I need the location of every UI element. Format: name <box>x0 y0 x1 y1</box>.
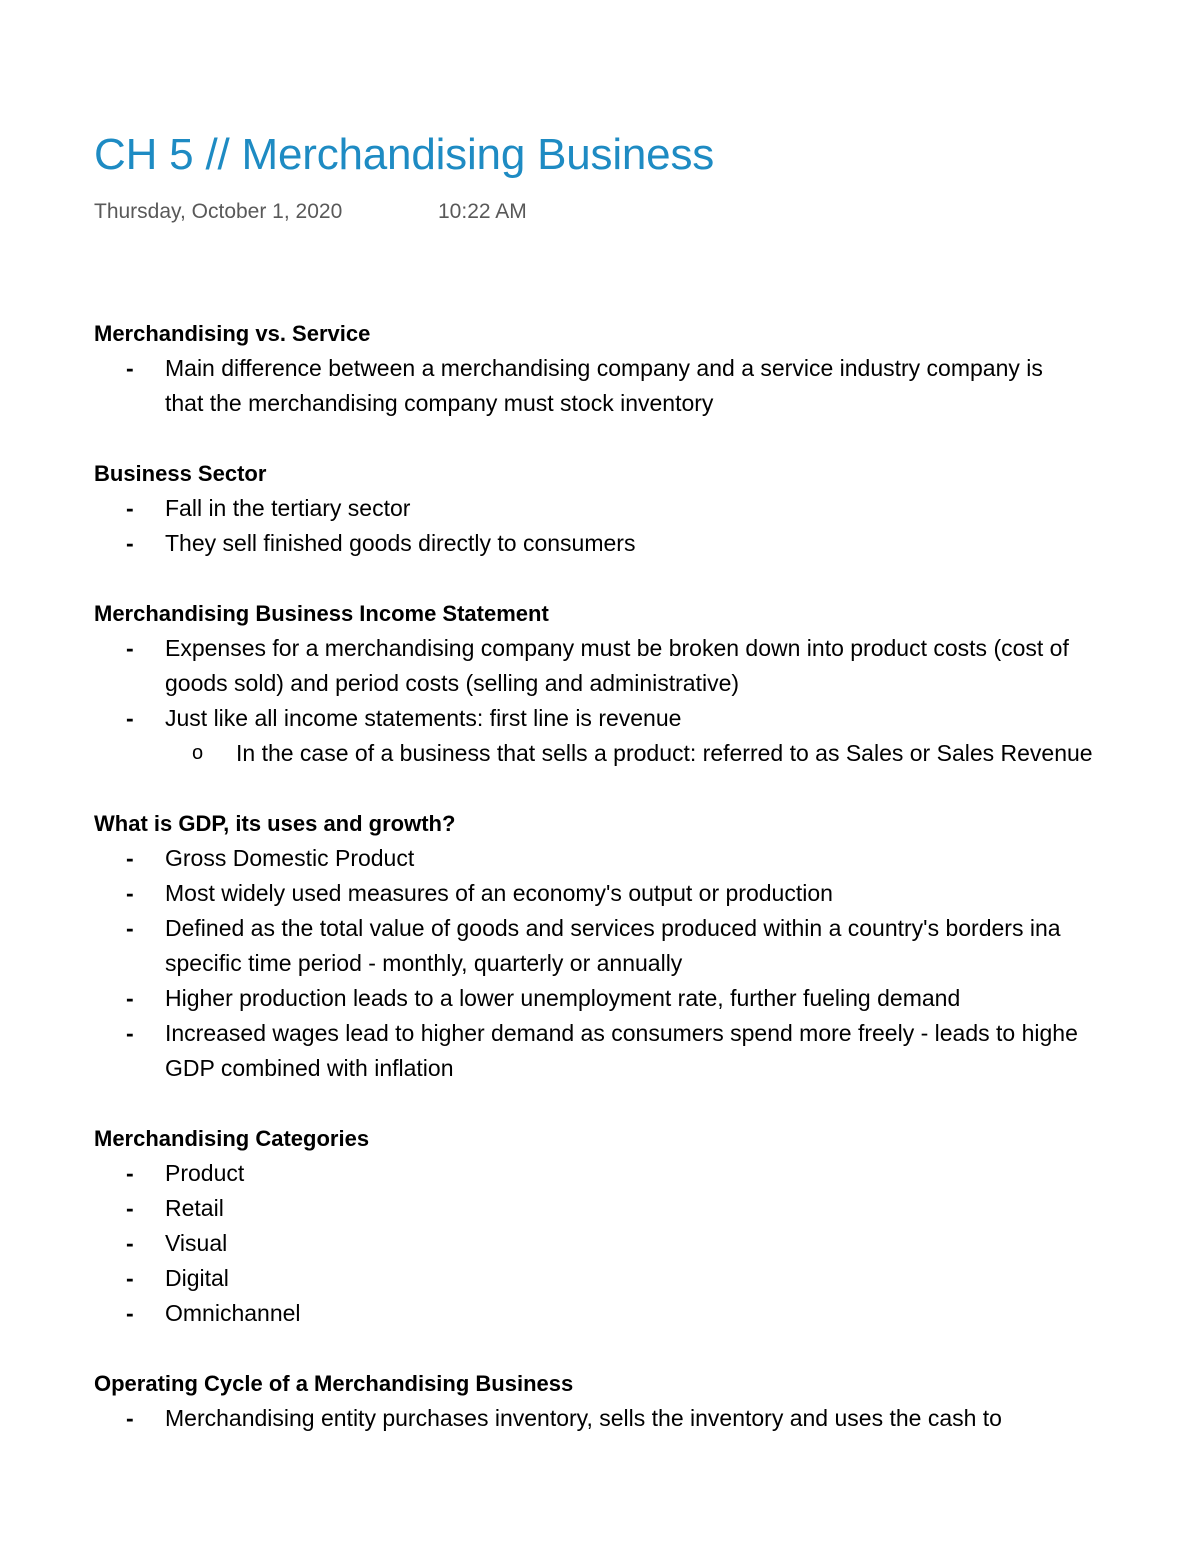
dash-bullet-icon: - <box>126 1265 134 1291</box>
bullet-text: Merchandising entity purchases inventory, sells the inventory and uses the cash to <box>165 1405 1002 1431</box>
dash-bullet-icon: - <box>126 705 134 731</box>
bullet-item <box>94 841 1200 876</box>
dash-bullet-icon: - <box>126 1230 134 1256</box>
bullet-text: Product <box>165 1160 245 1186</box>
bullet-item <box>94 1156 1200 1191</box>
bullet-item <box>94 876 1200 911</box>
bullet-item <box>94 1401 1200 1436</box>
bullet-item <box>94 1016 1200 1086</box>
bullet-item <box>94 701 1200 736</box>
page-title: CH 5 // Merchandising Business <box>94 130 715 179</box>
circle-bullet-icon: o <box>192 742 204 764</box>
section-heading: Business Sector <box>94 461 267 486</box>
bullet-text: Visual <box>165 1230 228 1256</box>
bullet-text: specific time period - monthly, quarterly or annually <box>165 950 683 976</box>
bullet-text: Increased wages lead to higher demand as consumers spend more freely - leads to highe <box>165 1020 1078 1046</box>
bullet-text: Higher production leads to a lower unemployment rate, further fueling demand <box>165 985 961 1011</box>
dash-bullet-icon: - <box>126 355 134 381</box>
dash-bullet-icon: - <box>126 880 134 906</box>
sub-bullet-item <box>94 736 1200 771</box>
dash-bullet-icon: - <box>126 985 134 1011</box>
bullet-text: Defined as the total value of goods and services produced within a country's borders ina <box>165 915 1061 941</box>
bullet-text: Fall in the tertiary sector <box>165 495 411 521</box>
section-heading: What is GDP, its uses and growth? <box>94 811 456 836</box>
bullet-text: Most widely used measures of an economy's output or production <box>165 880 833 906</box>
bullet-item <box>94 1226 1200 1261</box>
bullet-item <box>94 1261 1200 1296</box>
note-time: 10:22 AM <box>438 200 527 223</box>
bullet-item <box>94 491 1200 526</box>
bullet-text: goods sold) and period costs (selling and administrative) <box>165 670 740 696</box>
note-section <box>94 316 1200 421</box>
dash-bullet-icon: - <box>126 1405 134 1431</box>
bullet-text: Retail <box>165 1195 224 1221</box>
bullet-text: GDP combined with inflation <box>165 1055 454 1081</box>
bullet-item <box>94 911 1200 981</box>
bullet-text: They sell finished goods directly to consumers <box>165 530 636 556</box>
dash-bullet-icon: - <box>126 635 134 661</box>
bullet-item <box>94 981 1200 1016</box>
bullet-text: Just like all income statements: first line is revenue <box>165 705 682 731</box>
section-heading: Merchandising vs. Service <box>94 321 371 346</box>
dash-bullet-icon: - <box>126 1020 134 1046</box>
section-heading: Merchandising Categories <box>94 1126 370 1151</box>
bullet-item <box>94 351 1200 421</box>
note-section <box>94 456 1200 561</box>
bullet-text: Gross Domestic Product <box>165 845 415 871</box>
note-body <box>94 316 1200 1471</box>
dash-bullet-icon: - <box>126 1195 134 1221</box>
section-heading: Operating Cycle of a Merchandising Business <box>94 1371 574 1396</box>
bullet-text: Digital <box>165 1265 229 1291</box>
bullet-text: that the merchandising company must stock inventory <box>165 390 714 416</box>
dash-bullet-icon: - <box>126 1160 134 1186</box>
bullet-item <box>94 1191 1200 1226</box>
dash-bullet-icon: - <box>126 915 134 941</box>
note-section <box>94 1366 1200 1436</box>
bullet-item <box>94 526 1200 561</box>
dash-bullet-icon: - <box>126 495 134 521</box>
note-section <box>94 596 1200 771</box>
bullet-text: Expenses for a merchandising company must be broken down into product costs (cost of <box>165 635 1069 661</box>
dash-bullet-icon: - <box>126 845 134 871</box>
bullet-item <box>94 631 1200 701</box>
dash-bullet-icon: - <box>126 530 134 556</box>
sub-bullet-text: In the case of a business that sells a product: referred to as Sales or Sales Revenue <box>236 740 1093 766</box>
bullet-text: Main difference between a merchandising company and a service industry company is <box>165 355 1043 381</box>
dash-bullet-icon: - <box>126 1300 134 1326</box>
note-metadata <box>94 200 527 224</box>
bullet-text: Omnichannel <box>165 1300 301 1326</box>
section-heading: Merchandising Business Income Statement <box>94 601 549 626</box>
note-section <box>94 1121 1200 1331</box>
bullet-item <box>94 1296 1200 1331</box>
note-section <box>94 806 1200 1086</box>
note-date: Thursday, October 1, 2020 <box>94 200 343 223</box>
